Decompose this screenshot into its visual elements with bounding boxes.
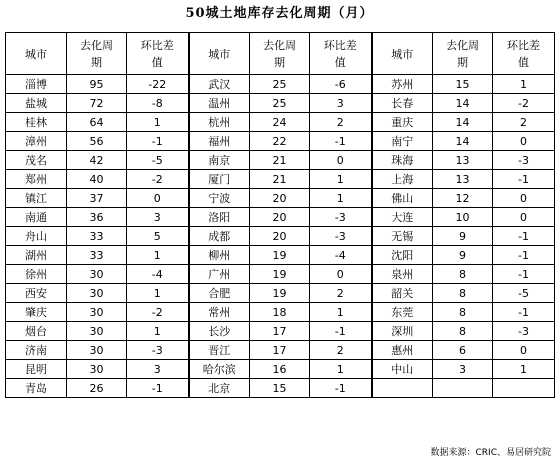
mom-cell: -22: [127, 75, 189, 94]
header-period-line2: 期: [457, 55, 468, 69]
header-mom: [127, 33, 189, 75]
city-cell: 宁波: [189, 189, 250, 208]
city-cell: 济南: [6, 341, 67, 360]
period-cell: 8: [433, 303, 493, 322]
city-cell: 泉州: [372, 265, 433, 284]
mom-cell: -4: [127, 265, 189, 284]
city-cell: 佛山: [372, 189, 433, 208]
city-cell: 韶关: [372, 284, 433, 303]
city-cell: 杭州: [189, 113, 250, 132]
header-mom-line1: 环比差: [323, 38, 357, 52]
mom-cell: 1: [493, 75, 555, 94]
header-mom-line1: 环比差: [140, 38, 174, 52]
period-cell: 20: [250, 227, 310, 246]
mom-cell: 1: [127, 322, 189, 341]
mom-cell: 1: [127, 113, 189, 132]
period-cell: 15: [433, 75, 493, 94]
mom-cell: 1: [310, 189, 372, 208]
city-cell: 镇江: [6, 189, 67, 208]
mom-cell: 1: [127, 246, 189, 265]
period-cell: [433, 379, 493, 398]
mom-cell: -3: [310, 227, 372, 246]
table-row: [6, 379, 555, 398]
header-period-line2: 期: [91, 55, 102, 69]
city-cell: 漳州: [6, 132, 67, 151]
city-cell: 长春: [372, 94, 433, 113]
period-cell: 12: [433, 189, 493, 208]
mom-cell: 1: [493, 360, 555, 379]
period-cell: 30: [67, 303, 127, 322]
city-cell: 沈阳: [372, 246, 433, 265]
city-cell: 厦门: [189, 170, 250, 189]
period-cell: 18: [250, 303, 310, 322]
period-cell: 21: [250, 151, 310, 170]
mom-cell: -3: [493, 151, 555, 170]
city-cell: 烟台: [6, 322, 67, 341]
mom-cell: 2: [310, 113, 372, 132]
city-cell: 无锡: [372, 227, 433, 246]
period-cell: 13: [433, 170, 493, 189]
header-period-line2: 期: [274, 55, 285, 69]
header-city: 城市: [372, 33, 433, 75]
header-period: [433, 33, 493, 75]
city-cell: 洛阳: [189, 208, 250, 227]
city-cell: 西安: [6, 284, 67, 303]
period-cell: 72: [67, 94, 127, 113]
mom-cell: 1: [310, 360, 372, 379]
city-cell: 南通: [6, 208, 67, 227]
table-row: [6, 227, 555, 246]
period-cell: 37: [67, 189, 127, 208]
city-cell: 广州: [189, 265, 250, 284]
period-cell: 42: [67, 151, 127, 170]
mom-cell: 2: [310, 284, 372, 303]
period-cell: 8: [433, 322, 493, 341]
city-cell: 青岛: [6, 379, 67, 398]
mom-cell: 3: [127, 360, 189, 379]
city-cell: 惠州: [372, 341, 433, 360]
mom-cell: 0: [127, 189, 189, 208]
inventory-table: [5, 32, 555, 398]
mom-cell: 0: [310, 151, 372, 170]
table-row: [6, 265, 555, 284]
city-cell: 哈尔滨: [189, 360, 250, 379]
mom-cell: 1: [310, 303, 372, 322]
mom-cell: 3: [127, 208, 189, 227]
period-cell: 33: [67, 246, 127, 265]
mom-cell: -1: [127, 132, 189, 151]
mom-cell: -5: [493, 284, 555, 303]
period-cell: 9: [433, 227, 493, 246]
city-cell: 长沙: [189, 322, 250, 341]
period-cell: 14: [433, 94, 493, 113]
mom-cell: -2: [493, 94, 555, 113]
period-cell: 30: [67, 341, 127, 360]
mom-cell: -3: [493, 322, 555, 341]
city-cell: 上海: [372, 170, 433, 189]
period-cell: 21: [250, 170, 310, 189]
period-cell: 30: [67, 284, 127, 303]
period-cell: 36: [67, 208, 127, 227]
period-cell: 3: [433, 360, 493, 379]
header-period-line1: 去化周: [446, 38, 479, 52]
mom-cell: [493, 379, 555, 398]
period-cell: 6: [433, 341, 493, 360]
mom-cell: 2: [310, 341, 372, 360]
mom-cell: 0: [493, 341, 555, 360]
period-cell: 20: [250, 208, 310, 227]
city-cell: 南京: [189, 151, 250, 170]
city-cell: 茂名: [6, 151, 67, 170]
table-row: [6, 113, 555, 132]
header-mom-line1: 环比差: [507, 38, 540, 52]
city-cell: 桂林: [6, 113, 67, 132]
city-cell: 郑州: [6, 170, 67, 189]
city-cell: 北京: [189, 379, 250, 398]
mom-cell: -2: [127, 170, 189, 189]
city-cell: 福州: [189, 132, 250, 151]
city-cell: 东莞: [372, 303, 433, 322]
period-cell: 15: [250, 379, 310, 398]
city-cell: 柳州: [189, 246, 250, 265]
city-cell: 南宁: [372, 132, 433, 151]
table-row: [6, 322, 555, 341]
mom-cell: -1: [310, 379, 372, 398]
period-cell: 20: [250, 189, 310, 208]
table-body: [6, 75, 555, 398]
header-period: [250, 33, 310, 75]
header-city: 城市: [6, 33, 67, 75]
mom-cell: -3: [310, 208, 372, 227]
mom-cell: -3: [127, 341, 189, 360]
city-cell: 成都: [189, 227, 250, 246]
header-mom: [493, 33, 555, 75]
table-row: [6, 170, 555, 189]
mom-cell: 1: [310, 170, 372, 189]
period-cell: 9: [433, 246, 493, 265]
city-cell: 徐州: [6, 265, 67, 284]
mom-cell: 5: [127, 227, 189, 246]
period-cell: 64: [67, 113, 127, 132]
header-period-line1: 去化周: [263, 38, 296, 52]
mom-cell: 0: [493, 208, 555, 227]
period-cell: 30: [67, 322, 127, 341]
mom-cell: -1: [493, 303, 555, 322]
header-mom-line2: 值: [151, 55, 163, 69]
city-cell: 深圳: [372, 322, 433, 341]
mom-cell: 3: [310, 94, 372, 113]
city-cell: 昆明: [6, 360, 67, 379]
table-row: [6, 303, 555, 322]
header-mom-line2: 值: [334, 55, 346, 69]
table-row: [6, 246, 555, 265]
source-note: 数据来源：CRIC、易居研究院: [430, 448, 551, 458]
mom-cell: -8: [127, 94, 189, 113]
period-cell: 24: [250, 113, 310, 132]
city-cell: 武汉: [189, 75, 250, 94]
mom-cell: -1: [493, 170, 555, 189]
table-row: [6, 284, 555, 303]
city-cell: 淄博: [6, 75, 67, 94]
table-row: [6, 75, 555, 94]
period-cell: 19: [250, 246, 310, 265]
period-cell: 19: [250, 284, 310, 303]
period-cell: 30: [67, 265, 127, 284]
period-cell: 17: [250, 341, 310, 360]
page-title: 50城土地库存去化周期（月）: [185, 6, 374, 21]
mom-cell: -6: [310, 75, 372, 94]
period-cell: 14: [433, 113, 493, 132]
city-cell: 重庆: [372, 113, 433, 132]
period-cell: 26: [67, 379, 127, 398]
mom-cell: 0: [493, 132, 555, 151]
city-cell: 合肥: [189, 284, 250, 303]
mom-cell: -2: [127, 303, 189, 322]
mom-cell: -1: [493, 265, 555, 284]
mom-cell: 2: [493, 113, 555, 132]
mom-cell: -1: [493, 246, 555, 265]
period-cell: 13: [433, 151, 493, 170]
period-cell: 17: [250, 322, 310, 341]
header-row: [6, 33, 555, 75]
city-cell: 珠海: [372, 151, 433, 170]
period-cell: 40: [67, 170, 127, 189]
city-cell: 盐城: [6, 94, 67, 113]
mom-cell: 1: [127, 284, 189, 303]
mom-cell: -5: [127, 151, 189, 170]
mom-cell: -4: [310, 246, 372, 265]
header-period: [67, 33, 127, 75]
table-row: [6, 189, 555, 208]
period-cell: 30: [67, 360, 127, 379]
city-cell: 肇庆: [6, 303, 67, 322]
city-cell: 大连: [372, 208, 433, 227]
mom-cell: -1: [310, 322, 372, 341]
period-cell: 10: [433, 208, 493, 227]
period-cell: 95: [67, 75, 127, 94]
period-cell: 25: [250, 94, 310, 113]
header-period-line1: 去化周: [80, 38, 113, 52]
period-cell: 33: [67, 227, 127, 246]
table-row: [6, 208, 555, 227]
mom-cell: 0: [493, 189, 555, 208]
city-cell: 湖州: [6, 246, 67, 265]
period-cell: 22: [250, 132, 310, 151]
period-cell: 19: [250, 265, 310, 284]
header-mom-line2: 值: [518, 55, 529, 69]
table-row: [6, 151, 555, 170]
city-cell: 苏州: [372, 75, 433, 94]
period-cell: 8: [433, 284, 493, 303]
city-cell: 舟山: [6, 227, 67, 246]
mom-cell: -1: [310, 132, 372, 151]
city-cell: 常州: [189, 303, 250, 322]
table-row: [6, 341, 555, 360]
city-cell: [372, 379, 433, 398]
mom-cell: -1: [127, 379, 189, 398]
period-cell: 25: [250, 75, 310, 94]
city-cell: 温州: [189, 94, 250, 113]
mom-cell: -1: [493, 227, 555, 246]
table-row: [6, 132, 555, 151]
period-cell: 14: [433, 132, 493, 151]
header-mom: [310, 33, 372, 75]
header-city: 城市: [189, 33, 250, 75]
period-cell: 8: [433, 265, 493, 284]
period-cell: 56: [67, 132, 127, 151]
period-cell: 16: [250, 360, 310, 379]
city-cell: 中山: [372, 360, 433, 379]
mom-cell: 0: [310, 265, 372, 284]
table-row: [6, 94, 555, 113]
table-row: [6, 360, 555, 379]
city-cell: 晋江: [189, 341, 250, 360]
